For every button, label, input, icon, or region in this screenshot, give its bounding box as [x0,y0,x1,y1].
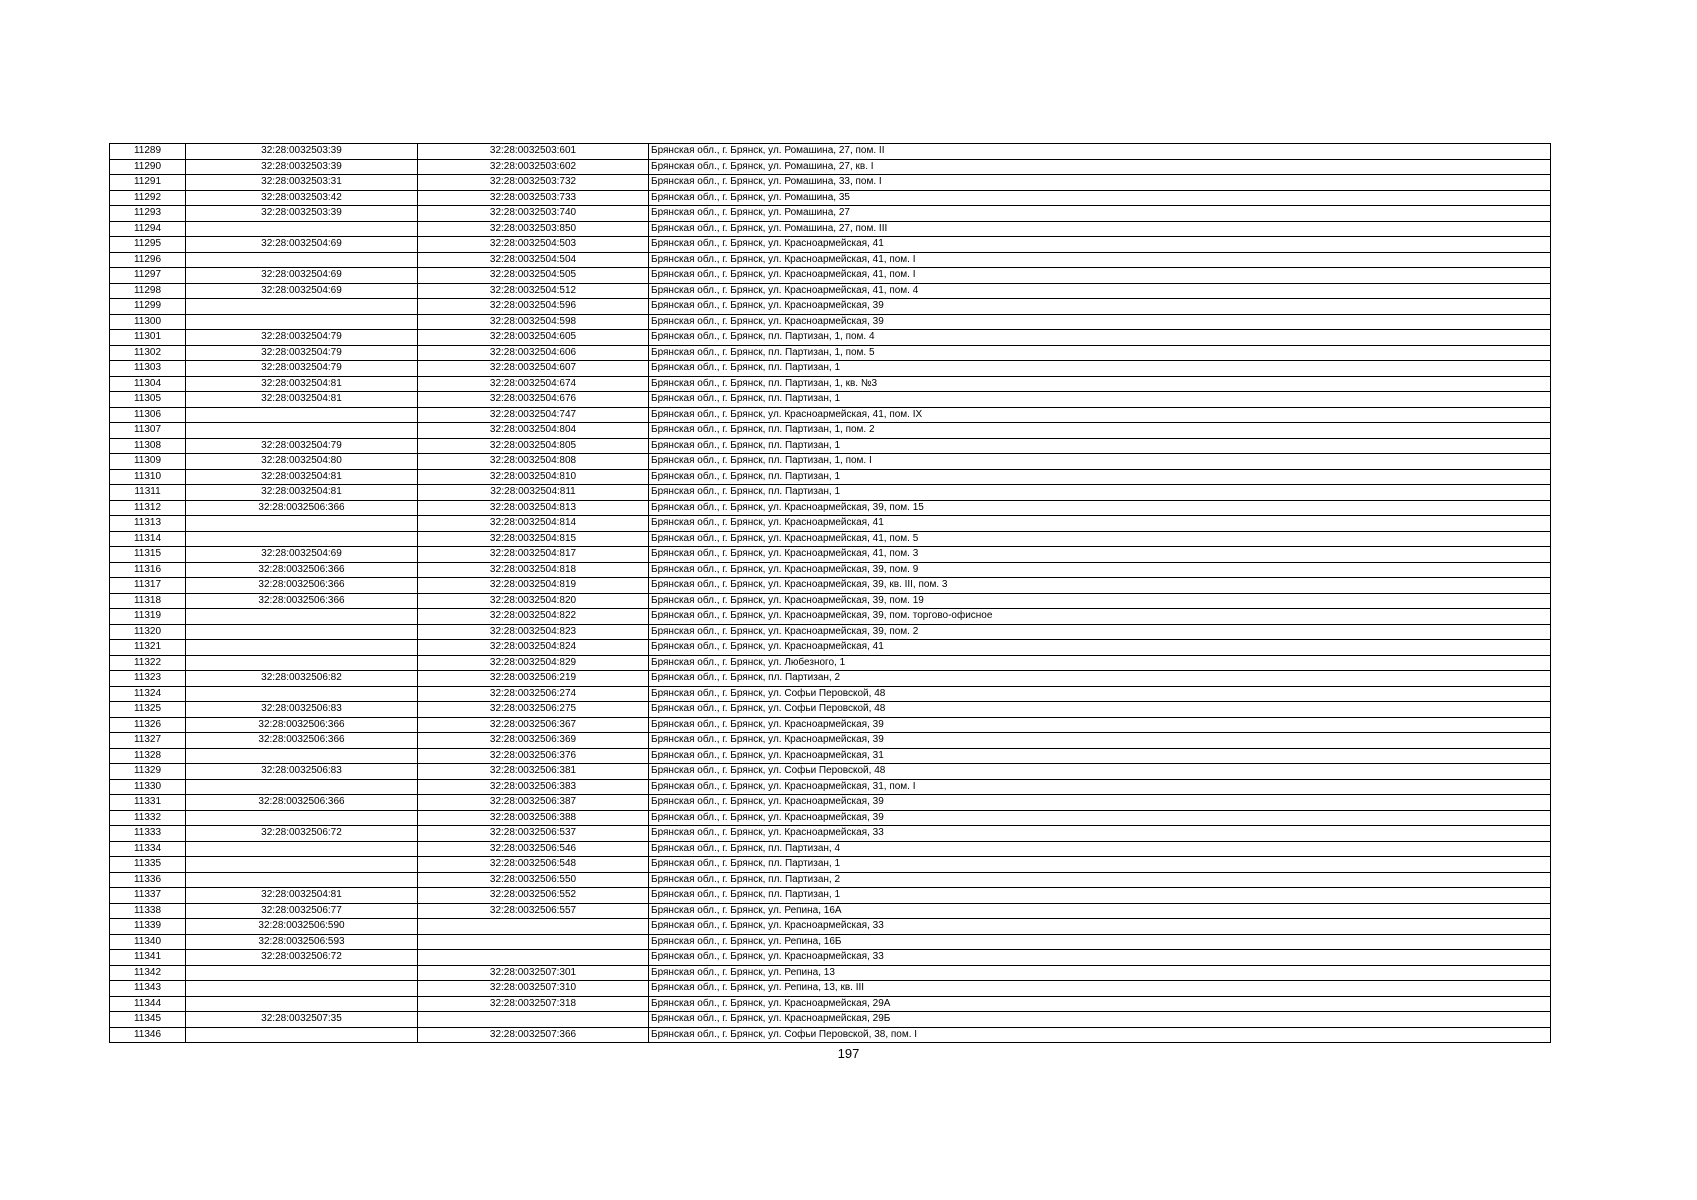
row-number-cell: 11344 [110,996,186,1012]
parent-cadastral-number-cell: 32:28:0032506:590 [186,919,418,935]
parent-cadastral-number-cell [186,857,418,873]
address-cell: Брянская обл., г. Брянск, пл. Партизан, 1 [649,361,1551,377]
address-cell: Брянская обл., г. Брянск, ул. Репина, 16А [649,903,1551,919]
cadastral-number-cell: 32:28:0032506:537 [418,826,649,842]
cadastral-number-cell: 32:28:0032506:274 [418,686,649,702]
parent-cadastral-number-cell [186,531,418,547]
table-row [110,624,1551,640]
table-row [110,252,1551,268]
parent-cadastral-number-cell: 32:28:0032506:77 [186,903,418,919]
row-number-cell: 11334 [110,841,186,857]
cadastral-number-cell: 32:28:0032506:388 [418,810,649,826]
table-row [110,795,1551,811]
table-row [110,237,1551,253]
row-number-cell: 11323 [110,671,186,687]
parent-cadastral-number-cell: 32:28:0032506:366 [186,578,418,594]
address-cell: Брянская обл., г. Брянск, пл. Партизан, 1, пом. 2 [649,423,1551,439]
address-cell: Брянская обл., г. Брянск, пл. Партизан, 2 [649,872,1551,888]
address-cell: Брянская обл., г. Брянск, ул. Репина, 13 [649,965,1551,981]
cadastral-number-cell: 32:28:0032503:602 [418,159,649,175]
address-cell: Брянская обл., г. Брянск, пл. Партизан, 1 [649,485,1551,501]
row-number-cell: 11336 [110,872,186,888]
cadastral-number-cell: 32:28:0032506:387 [418,795,649,811]
row-number-cell: 11327 [110,733,186,749]
table-row [110,981,1551,997]
table-row [110,655,1551,671]
row-number-cell: 11333 [110,826,186,842]
address-cell: Брянская обл., г. Брянск, ул. Красноармейская, 39, пом. 9 [649,562,1551,578]
parent-cadastral-number-cell [186,299,418,315]
table-row [110,748,1551,764]
parent-cadastral-number-cell: 32:28:0032506:366 [186,795,418,811]
row-number-cell: 11335 [110,857,186,873]
cadastral-number-cell: 32:28:0032504:505 [418,268,649,284]
parent-cadastral-number-cell: 32:28:0032507:35 [186,1012,418,1028]
row-number-cell: 11338 [110,903,186,919]
row-number-cell: 11304 [110,376,186,392]
cadastral-number-cell: 32:28:0032506:376 [418,748,649,764]
parent-cadastral-number-cell: 32:28:0032504:81 [186,392,418,408]
cadastral-number-cell: 32:28:0032504:504 [418,252,649,268]
cadastral-number-cell: 32:28:0032506:275 [418,702,649,718]
parent-cadastral-number-cell [186,221,418,237]
table-row [110,888,1551,904]
cadastral-number-cell: 32:28:0032507:310 [418,981,649,997]
address-cell: Брянская обл., г. Брянск, ул. Красноармейская, 39 [649,717,1551,733]
row-number-cell: 11316 [110,562,186,578]
row-number-cell: 11313 [110,516,186,532]
parent-cadastral-number-cell: 32:28:0032506:366 [186,717,418,733]
address-cell: Брянская обл., г. Брянск, ул. Красноармейская, 39, пом. 19 [649,593,1551,609]
cadastral-number-cell: 32:28:0032506:557 [418,903,649,919]
table-row [110,206,1551,222]
row-number-cell: 11296 [110,252,186,268]
address-cell: Брянская обл., г. Брянск, ул. Любезного, 1 [649,655,1551,671]
row-number-cell: 11337 [110,888,186,904]
address-cell: Брянская обл., г. Брянск, ул. Красноармейская, 39 [649,299,1551,315]
address-cell: Брянская обл., г. Брянск, ул. Красноармейская, 39 [649,810,1551,826]
row-number-cell: 11326 [110,717,186,733]
parent-cadastral-number-cell: 32:28:0032504:79 [186,361,418,377]
table-row [110,702,1551,718]
parent-cadastral-number-cell: 32:28:0032506:366 [186,593,418,609]
table-row [110,516,1551,532]
cadastral-number-cell: 32:28:0032503:733 [418,190,649,206]
row-number-cell: 11305 [110,392,186,408]
table-row [110,299,1551,315]
parent-cadastral-number-cell: 32:28:0032506:366 [186,733,418,749]
row-number-cell: 11342 [110,965,186,981]
table-row [110,872,1551,888]
address-cell: Брянская обл., г. Брянск, пл. Партизан, 2 [649,671,1551,687]
cadastral-number-cell: 32:28:0032504:817 [418,547,649,563]
cadastral-number-cell: 32:28:0032504:810 [418,469,649,485]
row-number-cell: 11315 [110,547,186,563]
parent-cadastral-number-cell [186,841,418,857]
row-number-cell: 11300 [110,314,186,330]
row-number-cell: 11339 [110,919,186,935]
parent-cadastral-number-cell: 32:28:0032503:31 [186,175,418,191]
table-row [110,376,1551,392]
parent-cadastral-number-cell: 32:28:0032506:82 [186,671,418,687]
address-cell: Брянская обл., г. Брянск, ул. Красноармейская, 41, пом. IX [649,407,1551,423]
table-row [110,159,1551,175]
parent-cadastral-number-cell: 32:28:0032504:69 [186,237,418,253]
parent-cadastral-number-cell: 32:28:0032503:42 [186,190,418,206]
row-number-cell: 11328 [110,748,186,764]
row-number-cell: 11317 [110,578,186,594]
row-number-cell: 11340 [110,934,186,950]
cadastral-number-cell: 32:28:0032504:819 [418,578,649,594]
cadastral-number-cell: 32:28:0032503:740 [418,206,649,222]
table-row [110,454,1551,470]
cadastral-number-cell [418,1012,649,1028]
parent-cadastral-number-cell: 32:28:0032504:69 [186,268,418,284]
address-cell: Брянская обл., г. Брянск, пл. Партизан, 1 [649,469,1551,485]
address-cell: Брянская обл., г. Брянск, ул. Красноармейская, 41 [649,640,1551,656]
address-cell: Брянская обл., г. Брянск, пл. Партизан, 1 [649,857,1551,873]
parent-cadastral-number-cell: 32:28:0032503:39 [186,144,418,160]
property-registry-table [109,143,1551,1043]
address-cell: Брянская обл., г. Брянск, пл. Партизан, 1, пом. 5 [649,345,1551,361]
address-cell: Брянская обл., г. Брянск, пл. Партизан, 1, пом. 4 [649,330,1551,346]
parent-cadastral-number-cell [186,981,418,997]
table-row [110,392,1551,408]
address-cell: Брянская обл., г. Брянск, ул. Красноармейская, 41 [649,516,1551,532]
cadastral-number-cell: 32:28:0032506:550 [418,872,649,888]
cadastral-number-cell: 32:28:0032504:824 [418,640,649,656]
table-row [110,950,1551,966]
address-cell: Брянская обл., г. Брянск, ул. Красноармейская, 29Б [649,1012,1551,1028]
table-row [110,423,1551,439]
table-row [110,221,1551,237]
parent-cadastral-number-cell [186,686,418,702]
cadastral-number-cell: 32:28:0032504:674 [418,376,649,392]
cadastral-number-cell: 32:28:0032504:676 [418,392,649,408]
cadastral-number-cell: 32:28:0032506:546 [418,841,649,857]
table-row [110,733,1551,749]
address-cell: Брянская обл., г. Брянск, ул. Красноармейская, 33 [649,826,1551,842]
address-cell: Брянская обл., г. Брянск, ул. Ромашина, 33, пом. I [649,175,1551,191]
parent-cadastral-number-cell: 32:28:0032504:79 [186,345,418,361]
parent-cadastral-number-cell: 32:28:0032504:81 [186,376,418,392]
address-cell: Брянская обл., г. Брянск, ул. Красноармейская, 39, кв. III, пом. 3 [649,578,1551,594]
address-cell: Брянская обл., г. Брянск, ул. Красноармейская, 33 [649,919,1551,935]
row-number-cell: 11302 [110,345,186,361]
row-number-cell: 11330 [110,779,186,795]
table-row [110,717,1551,733]
row-number-cell: 11332 [110,810,186,826]
cadastral-number-cell: 32:28:0032504:815 [418,531,649,547]
address-cell: Брянская обл., г. Брянск, ул. Красноармейская, 31 [649,748,1551,764]
table-row [110,531,1551,547]
cadastral-number-cell: 32:28:0032504:822 [418,609,649,625]
cadastral-number-cell [418,950,649,966]
table-row [110,361,1551,377]
table-row [110,640,1551,656]
table-row [110,857,1551,873]
row-number-cell: 11311 [110,485,186,501]
row-number-cell: 11321 [110,640,186,656]
parent-cadastral-number-cell [186,965,418,981]
row-number-cell: 11292 [110,190,186,206]
registry-table-body [110,144,1551,1043]
row-number-cell: 11325 [110,702,186,718]
table-row [110,810,1551,826]
parent-cadastral-number-cell [186,640,418,656]
cadastral-number-cell: 32:28:0032506:219 [418,671,649,687]
table-row [110,283,1551,299]
cadastral-number-cell: 32:28:0032504:805 [418,438,649,454]
table-row [110,764,1551,780]
table-row [110,903,1551,919]
cadastral-number-cell: 32:28:0032504:814 [418,516,649,532]
row-number-cell: 11314 [110,531,186,547]
cadastral-number-cell: 32:28:0032504:598 [418,314,649,330]
cadastral-number-cell: 32:28:0032506:381 [418,764,649,780]
table-row [110,826,1551,842]
address-cell: Брянская обл., г. Брянск, ул. Репина, 13, кв. III [649,981,1551,997]
address-cell: Брянская обл., г. Брянск, пл. Партизан, 1 [649,888,1551,904]
address-cell: Брянская обл., г. Брянск, ул. Репина, 16Б [649,934,1551,950]
parent-cadastral-number-cell [186,1027,418,1043]
cadastral-number-cell: 32:28:0032504:820 [418,593,649,609]
address-cell: Брянская обл., г. Брянск, ул. Ромашина, 27, пом. III [649,221,1551,237]
parent-cadastral-number-cell: 32:28:0032504:81 [186,469,418,485]
parent-cadastral-number-cell: 32:28:0032504:81 [186,888,418,904]
parent-cadastral-number-cell [186,748,418,764]
cadastral-number-cell: 32:28:0032507:301 [418,965,649,981]
row-number-cell: 11301 [110,330,186,346]
row-number-cell: 11343 [110,981,186,997]
address-cell: Брянская обл., г. Брянск, ул. Красноармейская, 41, пом. 3 [649,547,1551,563]
table-row [110,175,1551,191]
table-row [110,841,1551,857]
row-number-cell: 11341 [110,950,186,966]
parent-cadastral-number-cell: 32:28:0032503:39 [186,206,418,222]
cadastral-number-cell: 32:28:0032503:850 [418,221,649,237]
table-row [110,686,1551,702]
address-cell: Брянская обл., г. Брянск, пл. Партизан, 1, кв. №3 [649,376,1551,392]
cadastral-number-cell: 32:28:0032504:512 [418,283,649,299]
address-cell: Брянская обл., г. Брянск, ул. Красноармейская, 39, пом. 2 [649,624,1551,640]
row-number-cell: 11320 [110,624,186,640]
address-cell: Брянская обл., г. Брянск, ул. Красноармейская, 41, пом. 4 [649,283,1551,299]
parent-cadastral-number-cell [186,624,418,640]
row-number-cell: 11324 [110,686,186,702]
parent-cadastral-number-cell: 32:28:0032504:69 [186,547,418,563]
row-number-cell: 11318 [110,593,186,609]
parent-cadastral-number-cell: 32:28:0032506:593 [186,934,418,950]
row-number-cell: 11308 [110,438,186,454]
address-cell: Брянская обл., г. Брянск, ул. Софьи Перовской, 38, пом. I [649,1027,1551,1043]
row-number-cell: 11297 [110,268,186,284]
parent-cadastral-number-cell: 32:28:0032506:83 [186,764,418,780]
table-row [110,485,1551,501]
address-cell: Брянская обл., г. Брянск, пл. Партизан, 1, пом. I [649,454,1551,470]
table-row [110,1027,1551,1043]
parent-cadastral-number-cell [186,872,418,888]
row-number-cell: 11345 [110,1012,186,1028]
address-cell: Брянская обл., г. Брянск, ул. Красноармейская, 41, пом. I [649,252,1551,268]
cadastral-number-cell: 32:28:0032504:503 [418,237,649,253]
cadastral-number-cell: 32:28:0032507:318 [418,996,649,1012]
table-row [110,547,1551,563]
cadastral-number-cell: 32:28:0032504:607 [418,361,649,377]
cadastral-number-cell: 32:28:0032504:808 [418,454,649,470]
address-cell: Брянская обл., г. Брянск, ул. Красноармейская, 39 [649,314,1551,330]
table-row [110,578,1551,594]
row-number-cell: 11294 [110,221,186,237]
cadastral-number-cell: 32:28:0032504:811 [418,485,649,501]
table-row [110,345,1551,361]
address-cell: Брянская обл., г. Брянск, ул. Ромашина, 27, пом. II [649,144,1551,160]
table-row [110,438,1551,454]
parent-cadastral-number-cell: 32:28:0032504:81 [186,485,418,501]
cadastral-number-cell: 32:28:0032504:605 [418,330,649,346]
address-cell: Брянская обл., г. Брянск, ул. Красноармейская, 41, пом. 5 [649,531,1551,547]
address-cell: Брянская обл., г. Брянск, ул. Красноармейская, 41 [649,237,1551,253]
table-row [110,671,1551,687]
cadastral-number-cell: 32:28:0032506:548 [418,857,649,873]
parent-cadastral-number-cell: 32:28:0032504:80 [186,454,418,470]
table-row [110,407,1551,423]
parent-cadastral-number-cell: 32:28:0032504:79 [186,438,418,454]
parent-cadastral-number-cell [186,996,418,1012]
table-row [110,500,1551,516]
cadastral-number-cell [418,919,649,935]
table-row [110,562,1551,578]
cadastral-number-cell: 32:28:0032504:747 [418,407,649,423]
row-number-cell: 11291 [110,175,186,191]
page-number: 197 [837,1046,860,1061]
address-cell: Брянская обл., г. Брянск, ул. Красноармейская, 39, пом. торгово-офисное [649,609,1551,625]
address-cell: Брянская обл., г. Брянск, ул. Ромашина, 27 [649,206,1551,222]
table-row [110,996,1551,1012]
parent-cadastral-number-cell: 32:28:0032504:69 [186,283,418,299]
row-number-cell: 11322 [110,655,186,671]
cadastral-number-cell: 32:28:0032504:823 [418,624,649,640]
table-row [110,144,1551,160]
parent-cadastral-number-cell: 32:28:0032503:39 [186,159,418,175]
parent-cadastral-number-cell [186,314,418,330]
table-row [110,469,1551,485]
table-row [110,190,1551,206]
address-cell: Брянская обл., г. Брянск, ул. Красноармейская, 29А [649,996,1551,1012]
parent-cadastral-number-cell [186,423,418,439]
row-number-cell: 11307 [110,423,186,439]
table-row [110,965,1551,981]
cadastral-number-cell [418,934,649,950]
parent-cadastral-number-cell: 32:28:0032506:72 [186,826,418,842]
parent-cadastral-number-cell [186,516,418,532]
address-cell: Брянская обл., г. Брянск, ул. Ромашина, 35 [649,190,1551,206]
row-number-cell: 11329 [110,764,186,780]
parent-cadastral-number-cell [186,779,418,795]
parent-cadastral-number-cell: 32:28:0032506:366 [186,562,418,578]
parent-cadastral-number-cell [186,407,418,423]
table-row [110,779,1551,795]
cadastral-number-cell: 32:28:0032504:813 [418,500,649,516]
row-number-cell: 11319 [110,609,186,625]
table-row [110,1012,1551,1028]
table-row [110,268,1551,284]
address-cell: Брянская обл., г. Брянск, пл. Партизан, 1 [649,392,1551,408]
parent-cadastral-number-cell: 32:28:0032506:366 [186,500,418,516]
row-number-cell: 11289 [110,144,186,160]
address-cell: Брянская обл., г. Брянск, ул. Красноармейская, 33 [649,950,1551,966]
cadastral-number-cell: 32:28:0032503:601 [418,144,649,160]
cadastral-number-cell: 32:28:0032506:383 [418,779,649,795]
parent-cadastral-number-cell: 32:28:0032506:83 [186,702,418,718]
parent-cadastral-number-cell: 32:28:0032504:79 [186,330,418,346]
row-number-cell: 11290 [110,159,186,175]
cadastral-number-cell: 32:28:0032504:606 [418,345,649,361]
parent-cadastral-number-cell [186,252,418,268]
cadastral-number-cell: 32:28:0032506:369 [418,733,649,749]
row-number-cell: 11303 [110,361,186,377]
cadastral-number-cell: 32:28:0032503:732 [418,175,649,191]
address-cell: Брянская обл., г. Брянск, ул. Софьи Перовской, 48 [649,702,1551,718]
parent-cadastral-number-cell [186,609,418,625]
address-cell: Брянская обл., г. Брянск, ул. Красноармейская, 39, пом. 15 [649,500,1551,516]
address-cell: Брянская обл., г. Брянск, ул. Ромашина, 27, кв. I [649,159,1551,175]
address-cell: Брянская обл., г. Брянск, пл. Партизан, 1 [649,438,1551,454]
address-cell: Брянская обл., г. Брянск, ул. Софьи Перовской, 48 [649,686,1551,702]
table-row [110,919,1551,935]
cadastral-number-cell: 32:28:0032504:804 [418,423,649,439]
table-row [110,330,1551,346]
cadastral-number-cell: 32:28:0032504:818 [418,562,649,578]
row-number-cell: 11309 [110,454,186,470]
row-number-cell: 11346 [110,1027,186,1043]
address-cell: Брянская обл., г. Брянск, ул. Красноармейская, 39 [649,733,1551,749]
address-cell: Брянская обл., г. Брянск, пл. Партизан, 4 [649,841,1551,857]
row-number-cell: 11310 [110,469,186,485]
parent-cadastral-number-cell [186,655,418,671]
row-number-cell: 11331 [110,795,186,811]
cadastral-number-cell: 32:28:0032506:367 [418,717,649,733]
table-row [110,314,1551,330]
row-number-cell: 11306 [110,407,186,423]
row-number-cell: 11293 [110,206,186,222]
row-number-cell: 11298 [110,283,186,299]
table-row [110,934,1551,950]
cadastral-number-cell: 32:28:0032507:366 [418,1027,649,1043]
address-cell: Брянская обл., г. Брянск, ул. Красноармейская, 39 [649,795,1551,811]
address-cell: Брянская обл., г. Брянск, ул. Софьи Перовской, 48 [649,764,1551,780]
cadastral-number-cell: 32:28:0032506:552 [418,888,649,904]
cadastral-number-cell: 32:28:0032504:829 [418,655,649,671]
table-row [110,593,1551,609]
cadastral-number-cell: 32:28:0032504:596 [418,299,649,315]
row-number-cell: 11295 [110,237,186,253]
parent-cadastral-number-cell: 32:28:0032506:72 [186,950,418,966]
address-cell: Брянская обл., г. Брянск, ул. Красноармейская, 41, пом. I [649,268,1551,284]
row-number-cell: 11299 [110,299,186,315]
row-number-cell: 11312 [110,500,186,516]
address-cell: Брянская обл., г. Брянск, ул. Красноармейская, 31, пом. I [649,779,1551,795]
parent-cadastral-number-cell [186,810,418,826]
table-row [110,609,1551,625]
